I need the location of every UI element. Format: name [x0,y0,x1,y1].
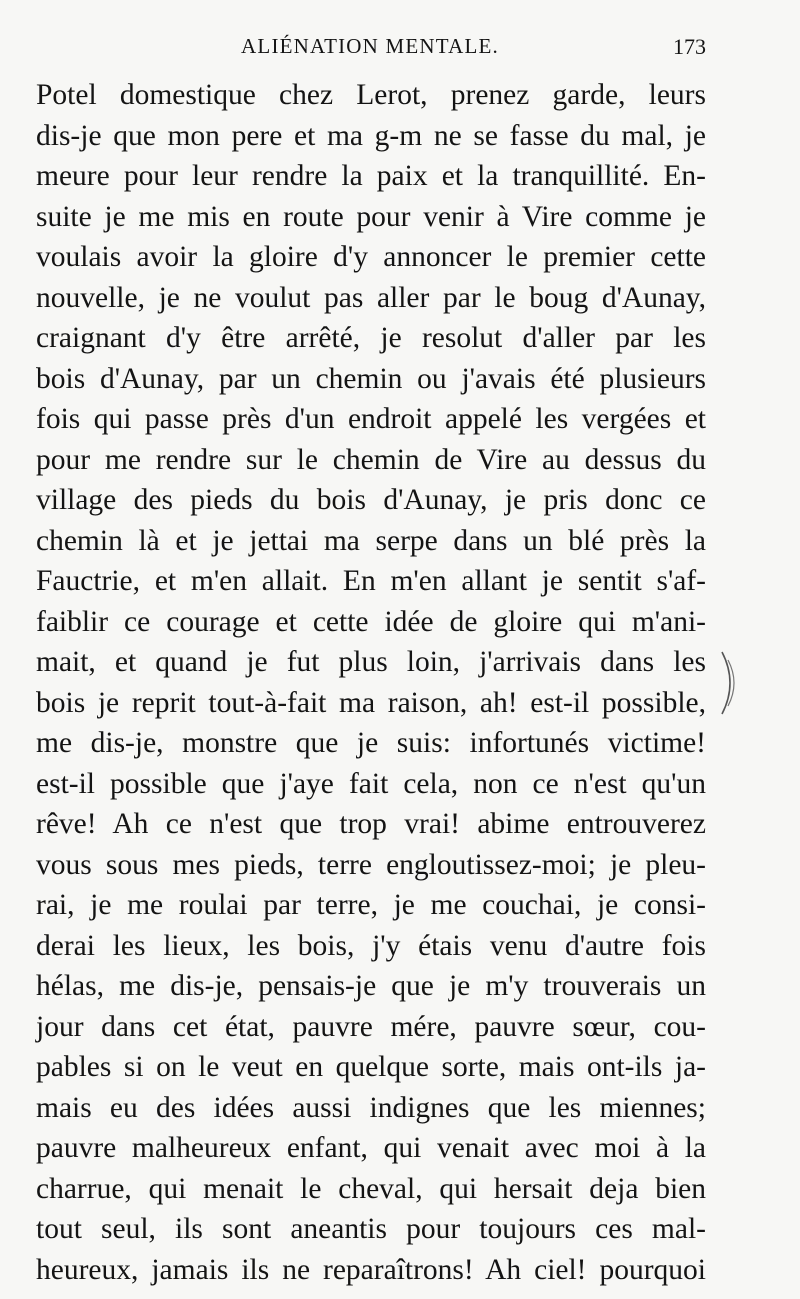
page-number: 173 [673,34,706,59]
text-line: meure pour leur rendre la paix et la tranquillité. En- [36,160,706,192]
text-line: dis-je que mon pere et ma g-m ne se fasse du mal, je [36,119,706,152]
text-line: mais eu des idées aussi indignes que les miennes; [36,1091,706,1124]
text-line: bois je reprit tout-à-fait ma raison, ah! est-il possible, [36,686,706,719]
text-line: rêve! Ah ce n'est que trop vrai! abime entrouverez [36,808,706,840]
text-line: Potel domestique chez Lerot, prenez garde, leurs [36,79,706,111]
text-line: suite je me mis en route pour venir à Vire comme je [36,200,706,233]
text-line: pauvre malheureux enfant, qui venait avec moi à la [36,1132,706,1164]
text-line: pables si on le veut en quelque sorte, mais ont-ils ja- [36,1051,706,1083]
text-line: vous sous mes pieds, terre engloutissez-moi; je pleu- [36,848,706,881]
text-line: chemin là et je jettai ma serpe dans un blé près la [36,524,706,557]
text-line: faiblir ce courage et cette idée de gloire qui m'ani- [36,605,706,638]
text-line: Fauctrie, et m'en allait. En m'en allant je sentit s'af- [36,565,706,597]
text-line: tout seul, ils sont aneantis pour toujours ces mal- [36,1213,706,1245]
text-line: nouvelle, je ne voulut pas aller par le boug d'Aunay, [36,281,706,314]
running-title: ALIÉNATION MENTALE. [241,34,499,58]
text-line: rai, je me roulai par terre, je me couchai, je consi- [36,889,706,921]
page-header [0,34,800,64]
text-line: craignant d'y être arrêté, je resolut d'aller par les [36,322,706,354]
text-line: village des pieds du bois d'Aunay, je pris donc ce [36,484,706,516]
body-text [36,75,706,1290]
text-line: est-il possible que j'aye fait cela, non ce n'est qu'un [36,767,706,800]
text-line: bois d'Aunay, par un chemin ou j'avais été plusieurs [36,362,706,395]
text-line: me dis-je, monstre que je suis: infortunés victime! [36,727,706,759]
margin-paren-mark [716,650,744,716]
text-line: charrue, qui menait le cheval, qui hersait deja bien [36,1172,706,1205]
text-line: voulais avoir la gloire d'y annoncer le premier cette [36,241,706,273]
text-line: pour me rendre sur le chemin de Vire au dessus du [36,443,706,476]
text-line: heureux, jamais ils ne reparaîtrons! Ah ciel! pourquoi [36,1253,706,1286]
text-line: hélas, me dis-je, pensais-je que je m'y trouverais un [36,970,706,1002]
text-line: derai les lieux, les bois, j'y étais venu d'autre fois [36,929,706,962]
text-line: fois qui passe près d'un endroit appelé les vergées et [36,403,706,435]
text-line: jour dans cet état, pauvre mére, pauvre sœur, cou- [36,1010,706,1043]
text-line: mait, et quand je fut plus loin, j'arrivais dans les [36,646,706,678]
